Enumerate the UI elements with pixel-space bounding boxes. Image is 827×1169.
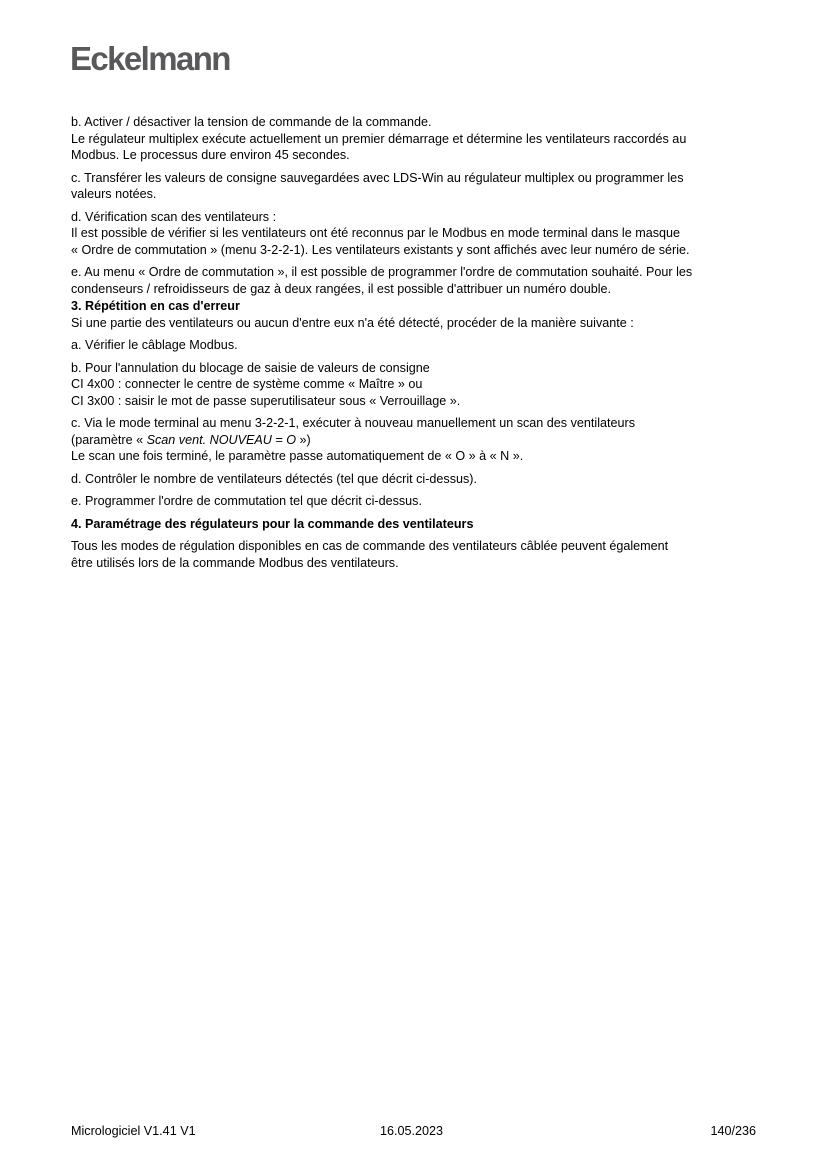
section-3-step-d	[71, 471, 761, 488]
step-b-activate-voltage	[71, 114, 761, 164]
text-line: e. Au menu « Ordre de commutation », il est possible de programmer l'ordre de commutation souhaité. Pour les	[71, 265, 693, 279]
text-line	[71, 432, 761, 449]
parameter-name: Scan vent. NOUVEAU = O	[146, 432, 297, 447]
text-line: c. Via le mode terminal au menu 3-2-2-1, exécuter à nouveau manuellement un scan des ventilateurs	[71, 416, 636, 430]
section-3-error-repeat	[71, 298, 761, 331]
text-line: Tous les modes de régulation disponibles en cas de commande des ventilateurs câblée peuvent également	[71, 539, 669, 553]
text-line: b. Activer / désactiver la tension de commande de la commande.	[71, 115, 432, 129]
text-fragment: »)	[296, 432, 311, 447]
text-line: Modbus. Le processus dure environ 45 secondes.	[71, 148, 350, 162]
text-line: valeurs notées.	[71, 187, 157, 201]
section-3-step-b	[71, 360, 761, 410]
step-d-fan-scan-check	[71, 209, 761, 259]
text-line: CI 4x00 : connecter le centre de système comme « Maître » ou	[71, 377, 423, 391]
footer-date: 16.05.2023	[380, 1124, 444, 1138]
footer-page-number: 140/236	[710, 1124, 756, 1138]
section-3-step-e	[71, 493, 761, 510]
text-line: d. Contrôler le nombre de ventilateurs détectés (tel que décrit ci-dessus).	[71, 471, 477, 486]
eckelmann-logo: Eckelmann	[70, 40, 230, 77]
section-heading: 4. Paramétrage des régulateurs pour la commande des ventilateurs	[71, 516, 474, 531]
footer-firmware-version: Micrologiciel V1.41 V1	[71, 1124, 196, 1138]
text-line: e. Programmer l'ordre de commutation tel que décrit ci-dessus.	[71, 494, 422, 508]
text-line: « Ordre de commutation » (menu 3-2-2-1). Les ventilateurs existants y sont affichés avec leur numéro de série.	[71, 242, 690, 257]
text-line: c. Transférer les valeurs de consigne sauvegardées avec LDS-Win au régulateur multiplex ou programmer les	[71, 170, 684, 185]
text-line: Il est possible de vérifier si les ventilateurs ont été reconnus par le Modbus en mode terminal dans le masque	[71, 226, 681, 240]
section-3-step-c	[71, 415, 761, 465]
section-heading: 3. Répétition en cas d'erreur	[71, 299, 240, 313]
text-line: d. Vérification scan des ventilateurs :	[71, 209, 277, 224]
text-line: b. Pour l'annulation du blocage de saisie de valeurs de consigne	[71, 360, 430, 375]
document-body	[71, 114, 761, 577]
section-4-controller-settings	[71, 516, 761, 572]
text-line: CI 3x00 : saisir le mot de passe superutilisateur sous « Verrouillage ».	[71, 393, 461, 408]
text-line: Le scan une fois terminé, le paramètre passe automatiquement de « O » à « N ».	[71, 449, 524, 463]
text-line: Le régulateur multiplex exécute actuellement un premier démarrage et détermine les ventilateurs raccordés au	[71, 131, 687, 146]
text-fragment: (paramètre «	[71, 432, 147, 447]
text-line: condenseurs / refroidisseurs de gaz à deux rangées, il est possible d'attribuer un numéro double.	[71, 281, 612, 296]
text-line: Si une partie des ventilateurs ou aucun d'entre eux n'a été détecté, procéder de la manière suivante :	[71, 315, 634, 330]
step-e-switching-order	[71, 264, 761, 297]
step-c-transfer-setpoints	[71, 170, 761, 203]
text-line: a. Vérifier le câblage Modbus.	[71, 338, 238, 352]
text-line: être utilisés lors de la commande Modbus des ventilateurs.	[71, 555, 399, 570]
section-3-step-a	[71, 337, 761, 354]
